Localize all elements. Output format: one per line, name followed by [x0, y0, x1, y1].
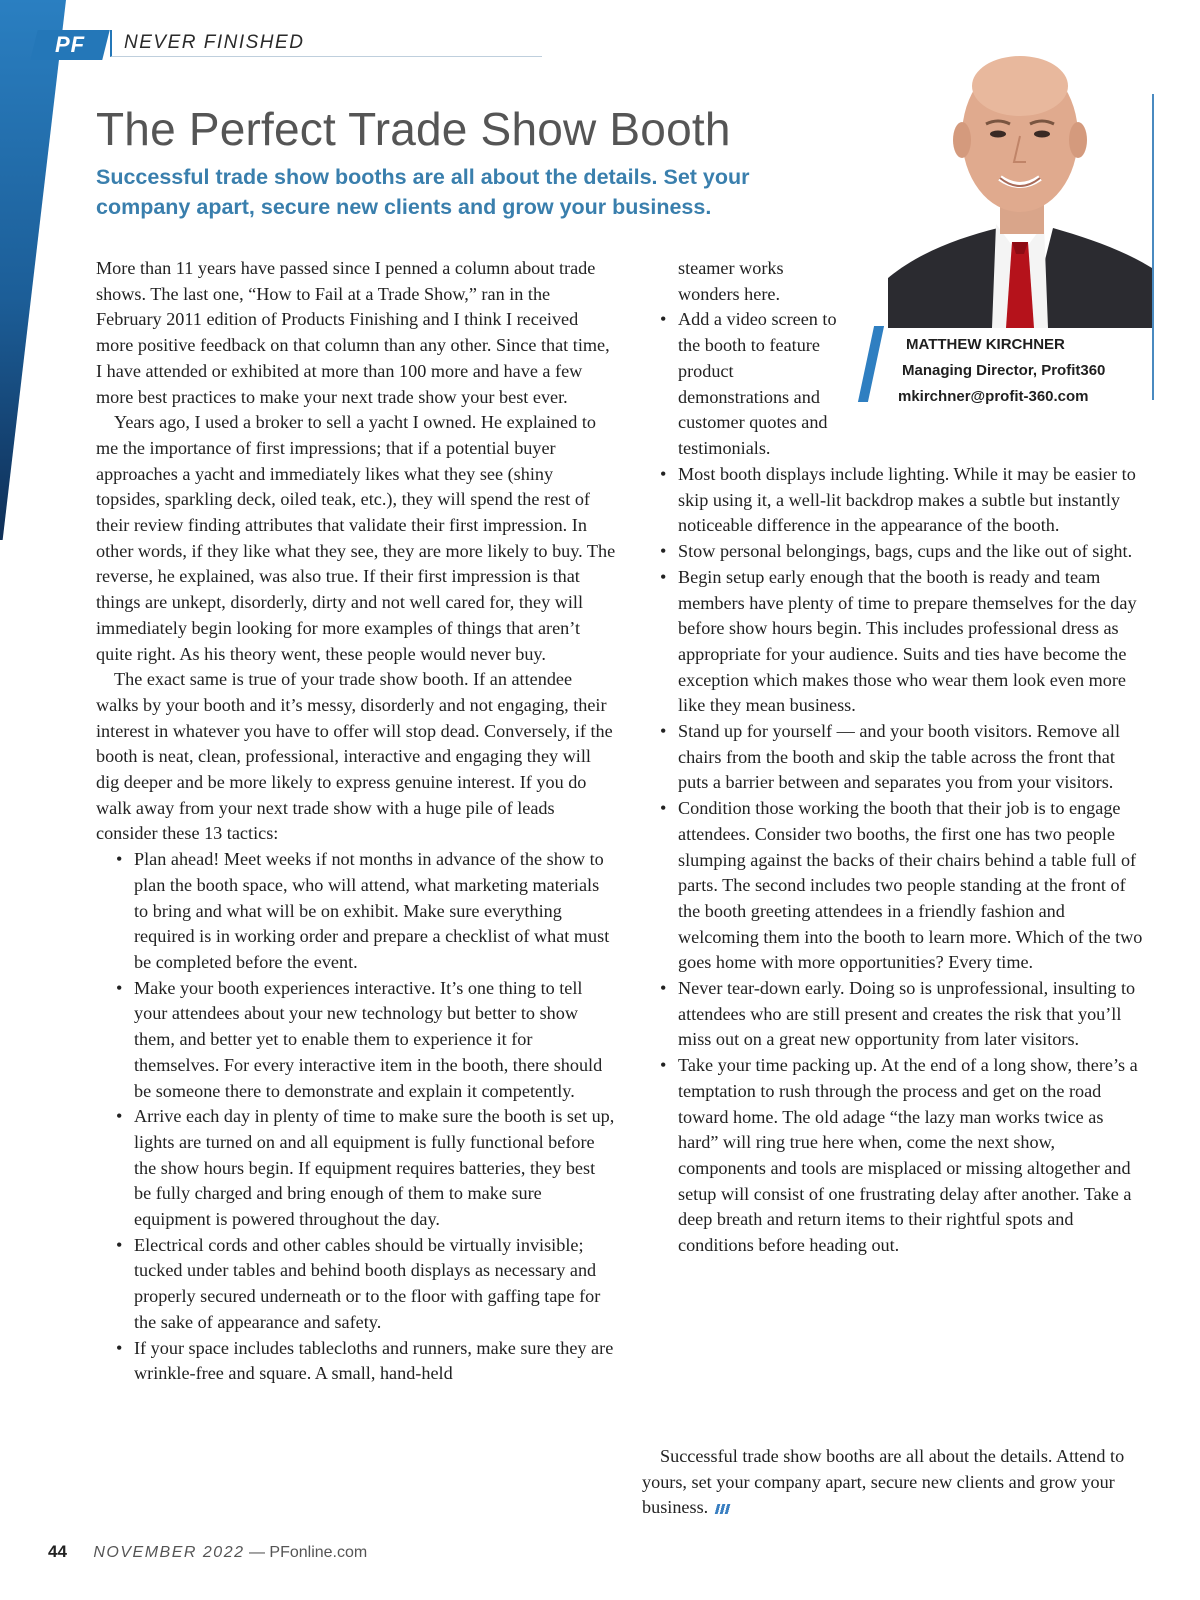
tips-list-left: [96, 847, 616, 1387]
author-name: MATTHEW KIRCHNER: [906, 336, 1065, 353]
side-color-band: [0, 0, 66, 540]
author-accent-slash: [858, 326, 884, 402]
closing-text: Successful trade show booths are all about the details. Attend to yours, set your company apart, secure new clients and grow your business.: [642, 1446, 1125, 1518]
author-portrait-image: [888, 28, 1152, 328]
tip-item: • Take your time packing up. At the end of a long show, there’s a temptation to rush through the process and get on the road toward home. The old adage “the lazy man works twice as hard” will ring true here when, come the next show, components and tools are misplaced or missing altogether and setup will consist of one frustrating delay after another. Take a deep breath and return items to their rightful spots and conditions before heading out.: [640, 1053, 1145, 1259]
tip-item: • Plan ahead! Meet weeks if not months in advance of the show to plan the booth space, who will attend, what marketing materials to bring and what will be on exhibit. Make sure everything required is in working order and prepare a checklist of what must be completed before the event.: [96, 847, 616, 976]
tip-item: • Begin setup early enough that the booth is ready and team members have plenty of time to prepare themselves for the day before show hours begin. This includes professional dress as appropriate for your audience. Suits and ties have become the exception which makes those who wear them look even more like they mean business.: [640, 565, 1145, 719]
pf-logo: [30, 30, 109, 60]
closing-paragraph: [642, 1444, 1152, 1521]
site-link[interactable]: PFonline.com: [269, 1544, 368, 1561]
end-mark-icon: [715, 1504, 732, 1514]
tip-item: • Electrical cords and other cables should be virtually invisible; tucked under tables and behind booth displays as necessary and properly secured underneath or to the floor with gaffing tape for the sake of appearance and safety.: [96, 1233, 616, 1336]
intro-paragraph-1: More than 11 years have passed since I penned a column about trade shows. The last one, “How to Fail at a Trade Show,” ran in the February 2011 edition of Products Finishing and I think I received more positive feedback on that column than any other. Since that time, I have attended or exhibited at more than 100 more and have a few more best practices to make your next trade show your best ever.: [96, 258, 610, 407]
tips-list-right-top: [640, 307, 840, 461]
tip-item: • Stow personal belongings, bags, cups and the like out of sight.: [640, 539, 1145, 565]
page-number: 44: [48, 1542, 67, 1561]
tip-item: • If your space includes tablecloths and runners, make sure they are wrinkle-free and square. A small, hand-held: [96, 1336, 616, 1387]
right-column-top: [640, 256, 840, 462]
section-header: [110, 30, 542, 57]
tip-item: • Most booth displays include lighting. While it may be easier to skip using it, a well-lit backdrop makes a subtle but instantly noticeable difference in the appearance of the booth.: [640, 462, 1145, 539]
pf-logo-text: PF: [54, 32, 86, 57]
intro-paragraph-2: Years ago, I used a broker to sell a yacht I owned. He explained to me the importance of first impressions; that if a potential buyer approaches a yacht and immediately likes what they see (shiny topsides, sparkling deck, oiled teak, etc.), they will spend the rest of their review finding attributes that validate their first impression. In other words, if they like what they see, they are more likely to buy. The reverse, he explained, was also true. If their first impression is that things are unkept, disorderly, dirty and not well cared for, they will immediately begin looking for more examples of things that aren’t quite right. As his theory went, these people would never buy.: [96, 412, 616, 664]
page-footer: [48, 1542, 367, 1562]
footer-separator: —: [248, 1544, 265, 1561]
tip-item: • Condition those working the booth that their job is to engage attendees. Consider two booths, the first one has two people slumping against the backs of their chairs behind a table full of parts. The second includes two people standing at the front of the booth greeting attendees in a friendly fashion and welcoming them into the booth to learn more. Which of the two goes home with more opportunities? Every time.: [640, 796, 1145, 976]
intro-paragraph-3: The exact same is true of your trade show booth. If an attendee walks by your booth and it’s messy, disorderly and not engaging, their interest in whatever you have to offer will stop dead. Conversely, if the booth is neat, clean, professional, interactive and engaging they will dig deeper and be more likely to express genuine interest. If you do walk away from your next trade show with a huge pile of leads consider these 13 tactics:: [96, 669, 613, 844]
issue-date: NOVEMBER 2022: [93, 1544, 245, 1561]
section-label: NEVER FINISHED: [124, 32, 305, 53]
tip-item: • Add a video screen to the booth to feature product demonstrations and customer quotes and testimonials.: [640, 307, 840, 461]
author-credit: [858, 326, 1158, 405]
article-subtitle: Successful trade show booths are all about the details. Set your company apart, secure new clients and grow your business.: [96, 165, 750, 219]
tip-item: • Make your booth experiences interactive. It’s one thing to tell your attendees about your new technology but better to show them, and better yet to enable them to experience it for themselves. For every interactive item in the booth, there should be someone there to demonstrate and explain it competently.: [96, 976, 616, 1105]
author-email: mkirchner@profit-360.com: [898, 388, 1089, 405]
author-photo: [888, 28, 1152, 328]
right-column: [640, 462, 1145, 1259]
tip-item: • Never tear-down early. Doing so is unprofessional, insulting to attendees who are still present and creates the risk that you’ll miss out on a great new opportunity from later visitors.: [640, 976, 1145, 1053]
tips-list-right: [640, 462, 1145, 1259]
tip-continuation: steamer works wonders here.: [678, 258, 784, 304]
tip-item: • Arrive each day in plenty of time to make sure the booth is set up, lights are turned on and all equipment is fully functional before the show hours begin. If equipment requires batteries, they best be fully charged and bring enough of them to make sure equipment is powered throughout the day.: [96, 1104, 616, 1233]
tip-item: • Stand up for yourself — and your booth visitors. Remove all chairs from the booth and skip the table across the front that puts a barrier between and separates you from your visitors.: [640, 719, 1145, 796]
left-column: [96, 256, 616, 1387]
article-title: The Perfect Trade Show Booth: [96, 103, 731, 155]
author-role: Managing Director, Profit360: [902, 362, 1106, 379]
